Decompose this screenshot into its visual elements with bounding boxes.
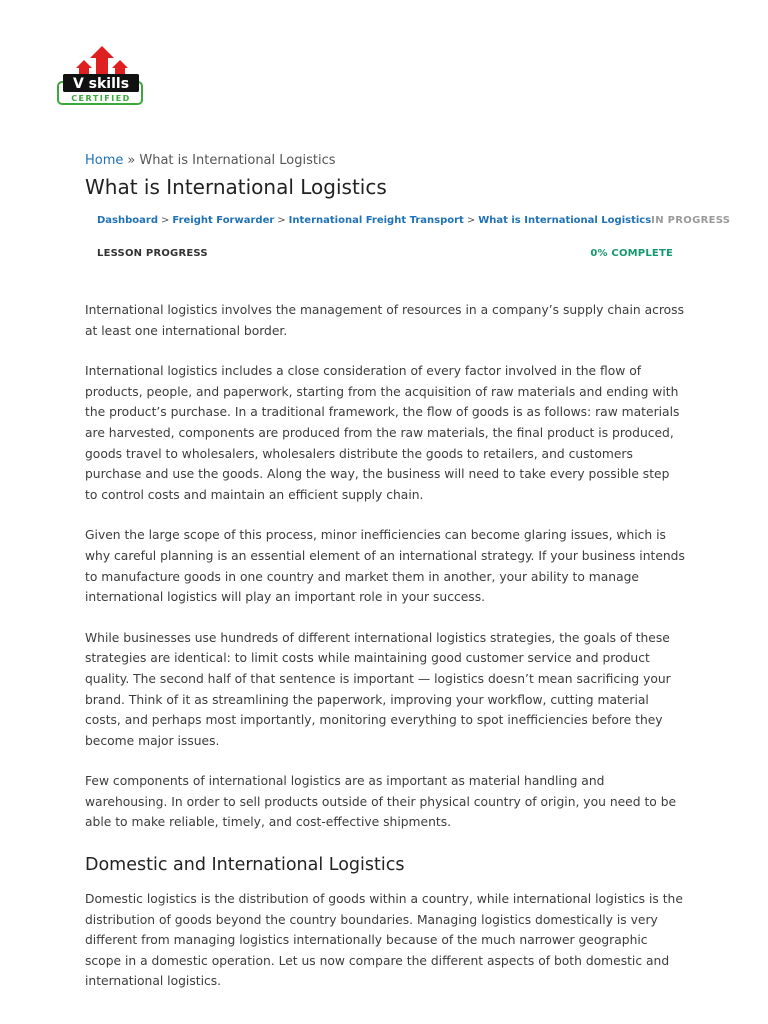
- lesson-crumb-separator: >: [466, 214, 476, 226]
- logo-tagline: CERTIFIED: [71, 94, 131, 103]
- article-paragraph: Given the large scope of this process, minor inefficiencies can become glaring issues, which is why careful planning is an essential element of an international strategy. If your business intends to manufacture goods in one country and market them in another, your ability to manage international logistics will play an important role in your success.: [85, 528, 685, 605]
- article-paragraph: International logistics includes a close consideration of every factor involved in the flow of products, people, and paperwork, starting from the acquisition of raw materials and ending with the product’s purchase. In a traditional framework, the flow of goods is as follows: raw materials are harvested, components are produced from the raw materials, the final product is produced, goods travel to wholesalers, wholesalers distribute the goods to retailers, and customers purchase and use the goods. Along the way, the business will need to take every possible step to control costs and maintain an efficient supply chain.: [85, 364, 680, 502]
- breadcrumb-home-link[interactable]: Home: [85, 153, 124, 168]
- lesson-progress-label: LESSON PROGRESS: [97, 247, 208, 259]
- lesson-crumb-separator: >: [277, 214, 286, 226]
- lesson-breadcrumb: [97, 215, 651, 226]
- article-paragraph: Domestic logistics is the distribution of goods within a country, while international logistics is the distribution of goods beyond the country boundaries. Managing logistics domestically is very different from managing logistics internationally because of the much narrower geographic scope in a domestic operation. Let us now compare the different aspects of both domestic and international logistics.: [85, 892, 683, 989]
- section-heading: Domestic and International Logistics: [85, 855, 405, 876]
- main-content: [85, 151, 731, 1012]
- lesson-crumb-course[interactable]: Freight Forwarder: [172, 214, 275, 226]
- lesson-crumb-separator: >: [161, 214, 170, 226]
- lesson-progress-value: 0% COMPLETE: [590, 247, 673, 259]
- page-title: What is International Logistics: [85, 175, 387, 199]
- article-paragraph: While businesses use hundreds of different international logistics strategies, the goals of these strategies are identical: to limit costs while maintaining good customer service and product quality. The second half of that sentence is important — logistics doesn’t mean sacrificing your brand. Think of it as streamlining the paperwork, improving your workflow, cutting material costs, and perhaps most importantly, monitoring everything to spot inefficiencies before they become major issues.: [85, 630, 671, 748]
- breadcrumb-current: What is International Logistics: [139, 153, 336, 168]
- logo-brand-text: V skills: [72, 76, 130, 92]
- vskills-logo-icon: [56, 46, 144, 106]
- lesson-crumb-dashboard[interactable]: Dashboard: [97, 214, 158, 226]
- lesson-crumb-section[interactable]: International Freight Transport: [288, 214, 464, 226]
- breadcrumb: [85, 151, 685, 171]
- course-status: [97, 212, 731, 262]
- lesson-article: [85, 300, 685, 992]
- vskills-logo[interactable]: [56, 46, 144, 106]
- status-badge: IN PROGRESS: [651, 214, 731, 226]
- breadcrumb-separator: »: [127, 153, 136, 168]
- article-paragraph: Few components of international logistics are as important as material handling and warehousing. In order to sell products outside of their physical country of origin, you need to be able to make reliable, timely, and cost-effective shipments.: [85, 774, 677, 830]
- article-paragraph: International logistics involves the management of resources in a company’s supply chain across at least one international border.: [85, 303, 684, 338]
- lesson-crumb-lesson[interactable]: What is International Logistics: [478, 214, 652, 226]
